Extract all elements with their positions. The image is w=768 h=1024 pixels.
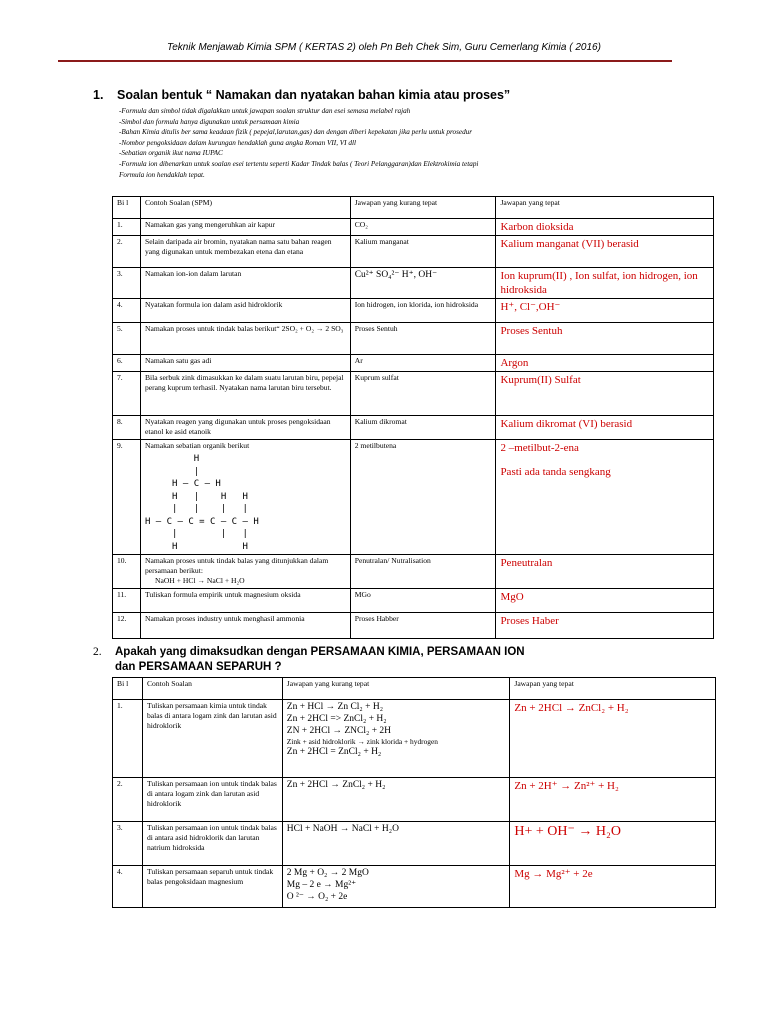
row-number: 3. bbox=[113, 268, 141, 299]
row-number: 4. bbox=[113, 866, 143, 908]
row-number: 10. bbox=[113, 555, 141, 589]
structure-line: H – C – H bbox=[144, 479, 221, 489]
note: -Simbol dan formula hanya digunakan untuk persamaan kimia bbox=[119, 117, 300, 126]
correct-answer: Peneutralan bbox=[496, 555, 714, 589]
row-number: 6. bbox=[113, 355, 141, 372]
question: Namakan gas yang mengeruhkan air kapur bbox=[140, 219, 350, 236]
row-number: 11. bbox=[113, 589, 141, 613]
question: Nyatakan reagen yang digunakan untuk proses pengoksidaan etanol ke asid etanoik bbox=[140, 416, 350, 440]
correct-answer: Kalium dikromat (VI) berasid bbox=[496, 416, 714, 440]
question: Namakan proses untuk tindak balas berikut“ 2SO₂ + O₂ → 2 SO₃ bbox=[140, 323, 350, 355]
correct-answer: Ion kuprum(II) , Ion sulfat, ion hidrogen, ion hidroksida bbox=[496, 268, 714, 299]
less-accurate-answers bbox=[282, 700, 510, 778]
less-accurate-answer: Proses Sentuh bbox=[350, 323, 496, 355]
less-accurate-answer: Kuprum sulfat bbox=[350, 372, 496, 416]
question: Namakan satu gas adi bbox=[140, 355, 350, 372]
table-row bbox=[113, 555, 714, 589]
row-number: 12. bbox=[113, 613, 141, 639]
question: Tuliskan persamaan kimia untuk tindak balas di antara logam zink dan larutan asid hidroklorik bbox=[142, 700, 282, 778]
less-accurate-answer: Kalium manganat bbox=[350, 236, 496, 268]
header-cell: Bi l bbox=[113, 678, 143, 700]
table-row bbox=[113, 355, 714, 372]
less-accurate-answer: Kalium dikromat bbox=[350, 416, 496, 440]
header-cell: Jawapan yang kurang tepat bbox=[350, 197, 496, 219]
note: Formula ion hendaklah tepat. bbox=[119, 170, 205, 179]
question: Selain daripada air bromin, nyatakan nama satu bahan reagen yang digunakan untuk membezakan etena dan etana bbox=[140, 236, 350, 268]
correct-answer: Zn + 2H⁺ → Zn²⁺ + H₂ bbox=[510, 778, 716, 822]
row-number: 1. bbox=[113, 700, 143, 778]
row-number: 2. bbox=[113, 236, 141, 268]
table-row bbox=[113, 589, 714, 613]
question: Tuliskan formula empirik untuk magnesium oksida bbox=[140, 589, 350, 613]
table-row bbox=[113, 219, 714, 236]
row-number: 9. bbox=[113, 440, 141, 555]
structure-line: | | | bbox=[144, 529, 248, 539]
row-number: 5. bbox=[113, 323, 141, 355]
less-accurate-answer: Ar bbox=[350, 355, 496, 372]
section1-number: 1. bbox=[93, 88, 104, 102]
table-row bbox=[113, 416, 714, 440]
note: -Formula ion dibenarkan untuk soalan esei tertentu seperti Kadar Tindak balas ( Teori Pelanggaran)dan Elektrokimia tetapi bbox=[119, 159, 479, 168]
row-number: 4. bbox=[113, 299, 141, 323]
structure-line: H bbox=[144, 454, 200, 464]
question: Namakan sebatian organik berikut bbox=[144, 441, 250, 450]
table-row bbox=[113, 440, 714, 555]
note: -Nombor pengoksidaan dalam kurungan hendaklah guna angka Roman VII, VI dll bbox=[119, 138, 356, 147]
header-cell: Jawapan yang kurang tepat bbox=[282, 678, 510, 700]
question-cell bbox=[140, 440, 350, 555]
section2-title-line2: dan PERSAMAAN SEPARUH ? bbox=[115, 661, 282, 673]
page-header: Teknik Menjawab Kimia SPM ( KERTAS 2) oleh Pn Beh Chek Sim, Guru Cemerlang Kimia ( 2016) bbox=[167, 42, 601, 53]
question-equation: NaOH + HCl → NaCl + H₂O bbox=[154, 576, 245, 585]
question: Tuliskan persamaan ion untuk tindak balas di antara asid hidroklorik dan larutan natrium hidroksida bbox=[142, 822, 282, 866]
row-number: 2. bbox=[113, 778, 143, 822]
table-row bbox=[113, 613, 714, 639]
note: -Bahan Kimia ditulis ber sama keadaan fizik ( pepejal,larutan,gas) dan dengan diberi kepekatan jika perlu untuk prosedur bbox=[119, 128, 473, 137]
structure-line: | | | | bbox=[144, 504, 248, 514]
less-accurate-answer: HCl + NaOH → NaCl + H₂O bbox=[282, 822, 510, 866]
less-accurate-answer: CO₂ bbox=[350, 219, 496, 236]
table-header-row bbox=[113, 678, 716, 700]
correct-answer: MgO bbox=[496, 589, 714, 613]
less-accurate-answer: 2 metilbutena bbox=[350, 440, 496, 555]
less-accurate-answers bbox=[282, 866, 510, 908]
correct-answer: 2 –metilbut-2-ena bbox=[500, 442, 579, 454]
table-row bbox=[113, 822, 716, 866]
header-cell: Jawapan yang tepat bbox=[496, 197, 714, 219]
header-cell: Contoh Soalan (SPM) bbox=[140, 197, 350, 219]
section1-table bbox=[112, 196, 714, 639]
correct-answer: H+ + OH⁻ → H₂O bbox=[510, 822, 716, 866]
correct-answer: Mg → Mg²⁺ + 2e bbox=[510, 866, 716, 908]
question: Namakan proses industry untuk menghasil ammonia bbox=[140, 613, 350, 639]
table-row bbox=[113, 372, 714, 416]
less-accurate-answer: Proses Habber bbox=[350, 613, 496, 639]
answer-line: Zn + 2HCl => ZnCl₂ + H₂ bbox=[286, 714, 387, 724]
correct-answer-cell bbox=[496, 440, 714, 555]
correct-answer: Zn + 2HCl → ZnCl₂ + H₂ bbox=[510, 700, 716, 778]
table-row bbox=[113, 700, 716, 778]
table-row bbox=[113, 323, 714, 355]
answer-line: Zink + asid hidroklorik → zink klorida + hydrogen bbox=[286, 737, 438, 746]
section2-heading bbox=[93, 645, 525, 675]
question: Namakan ion-ion dalam larutan bbox=[140, 268, 350, 299]
answer-line: O ²⁻ → O₂ + 2e bbox=[286, 892, 348, 902]
header-divider bbox=[58, 60, 672, 62]
row-number: 1. bbox=[113, 219, 141, 236]
table-header-row bbox=[113, 197, 714, 219]
less-accurate-answer: Zn + 2HCl → ZnCl₂ + H₂ bbox=[282, 778, 510, 822]
note: -Sebatian organik ikut nama IUPAC bbox=[119, 149, 223, 158]
header-cell: Bi l bbox=[113, 197, 141, 219]
less-accurate-answer: MGo bbox=[350, 589, 496, 613]
answer-line: 2 Mg + O₂ → 2 MgO bbox=[286, 868, 369, 878]
less-accurate-answer: Penutralan/ Nutralisation bbox=[350, 555, 496, 589]
correct-answer: Kuprum(II) Sulfat bbox=[496, 372, 714, 416]
answer-line: Zn + 2HCl = ZnCl₂ + H₂ bbox=[286, 747, 382, 757]
row-number: 8. bbox=[113, 416, 141, 440]
header-cell: Contoh Soalan bbox=[142, 678, 282, 700]
question: Bila serbuk zink dimasukkan ke dalam suatu larutan biru, pepejal perang kuprum terhasil. Nyatakan nama larutan biru tersebut. bbox=[140, 372, 350, 416]
question: Tuliskan persamaan ion untuk tindak balas di antara logam zink dan larutan asid hidroklorik bbox=[142, 778, 282, 822]
table-row bbox=[113, 299, 714, 323]
correct-answer: Proses Haber bbox=[496, 613, 714, 639]
correct-answer: Karbon dioksida bbox=[496, 219, 714, 236]
table-row bbox=[113, 778, 716, 822]
correct-answer: Proses Sentuh bbox=[496, 323, 714, 355]
section2-table bbox=[112, 677, 716, 908]
answer-line: ZN + 2HCl → ZNCl₂ + 2H bbox=[286, 726, 392, 736]
answer-note: Pasti ada tanda sengkang bbox=[500, 466, 611, 478]
structure-line: | bbox=[144, 466, 200, 477]
structure-line: H – C – C = C – C – H bbox=[144, 516, 259, 527]
less-accurate-answer: Cu²⁺ SO₄²⁻ H⁺, OH⁻ bbox=[350, 268, 496, 299]
section2-title-line1: Apakah yang dimaksudkan dengan PERSAMAAN KIMIA, PERSAMAAN ION bbox=[115, 646, 525, 658]
row-number: 7. bbox=[113, 372, 141, 416]
structure-line: H H bbox=[144, 541, 248, 552]
question: Nyatakan formula ion dalam asid hidroklorik bbox=[140, 299, 350, 323]
table-row bbox=[113, 268, 714, 299]
table-row bbox=[113, 236, 714, 268]
question: Tuliskan persamaan separuh untuk tindak balas pengoksidaan magnesium bbox=[142, 866, 282, 908]
correct-answer: Argon bbox=[496, 355, 714, 372]
question: Namakan proses untuk tindak balas yang ditunjukkan dalam persamaan berikut: bbox=[144, 556, 329, 575]
answer-line: Zn + HCl → Zn Cl₂ + H₂ bbox=[286, 702, 384, 712]
section1-notes bbox=[119, 106, 679, 180]
less-accurate-answer: Ion hidrogen, ion klorida, ion hidroksida bbox=[350, 299, 496, 323]
answer-line: Mg – 2 e → Mg²⁺ bbox=[286, 880, 357, 890]
note: -Formula dan simbol tidak digalakkan untuk jawapan soalan struktur dan esei semasa melabel rajah bbox=[119, 107, 411, 115]
structure-line: H | H H bbox=[144, 491, 248, 502]
section1-heading bbox=[93, 88, 510, 102]
table-row bbox=[113, 866, 716, 908]
row-number: 3. bbox=[113, 822, 143, 866]
correct-answer: H⁺, Cl⁻,OH⁻ bbox=[496, 299, 714, 323]
section2-number: 2. bbox=[93, 646, 102, 658]
correct-answer: Kalium manganat (VII) berasid bbox=[496, 236, 714, 268]
header-cell: Jawapan yang tepat bbox=[510, 678, 716, 700]
structural-formula bbox=[145, 453, 346, 553]
question-cell bbox=[140, 555, 350, 589]
section1-title: Soalan bentuk “ Namakan dan nyatakan bahan kimia atau proses” bbox=[117, 88, 511, 102]
